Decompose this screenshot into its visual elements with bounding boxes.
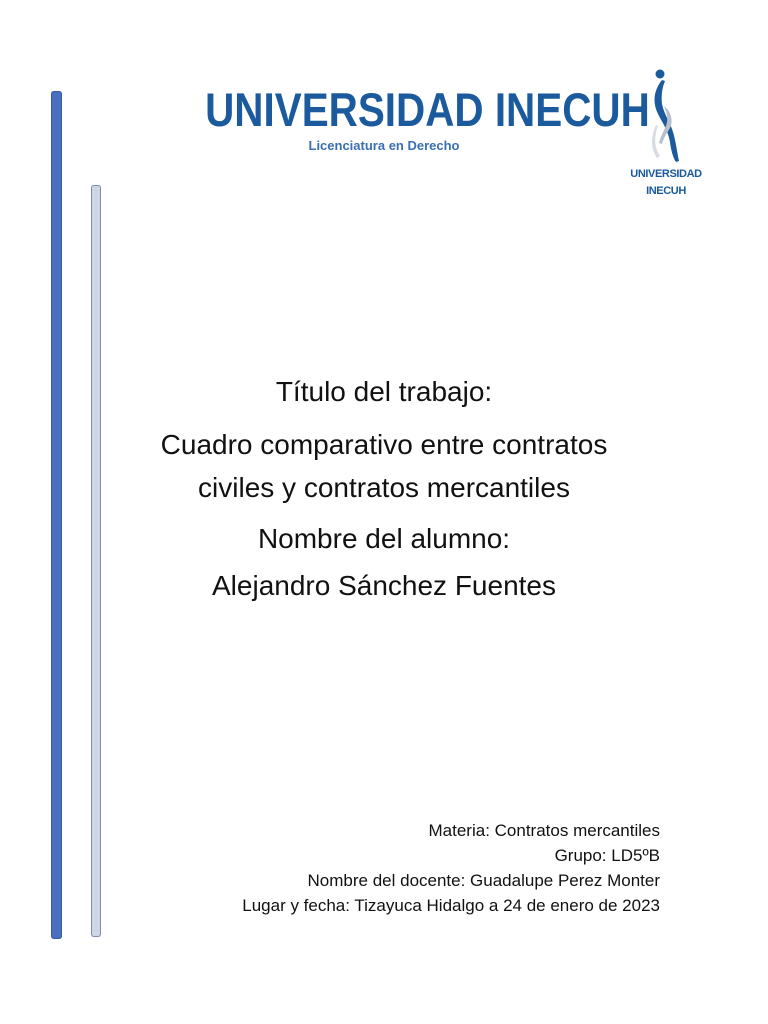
logo-line2: INECUH bbox=[646, 185, 686, 197]
decorative-bar-light bbox=[91, 185, 101, 937]
course-info bbox=[242, 818, 660, 918]
group-line: Grupo: LD5ºB bbox=[554, 846, 660, 865]
work-title-line1: Cuadro comparativo entre contratos bbox=[160, 429, 608, 460]
decorative-bar-dark bbox=[51, 91, 62, 939]
work-title-line2: civiles y contratos mercantiles bbox=[198, 472, 570, 503]
student-label: Nombre del alumno: bbox=[257, 523, 511, 554]
title-label: Título del trabajo: bbox=[275, 376, 493, 407]
place-date-line: Lugar y fecha: Tizayuca Hidalgo a 24 de enero de 2023 bbox=[242, 896, 660, 915]
logo-line1: UNIVERSIDAD bbox=[630, 168, 702, 180]
university-name: UNIVERSIDAD INECUH bbox=[205, 83, 650, 136]
student-name: Alejandro Sánchez Fuentes bbox=[212, 570, 556, 601]
university-logo bbox=[624, 62, 708, 204]
subject-line: Materia: Contratos mercantiles bbox=[428, 821, 660, 840]
ribbon-figure-icon bbox=[640, 66, 692, 166]
program-name: Licenciatura en Derecho bbox=[308, 138, 460, 153]
teacher-line: Nombre del docente: Guadalupe Perez Monter bbox=[307, 871, 660, 890]
logo-text bbox=[624, 166, 708, 200]
